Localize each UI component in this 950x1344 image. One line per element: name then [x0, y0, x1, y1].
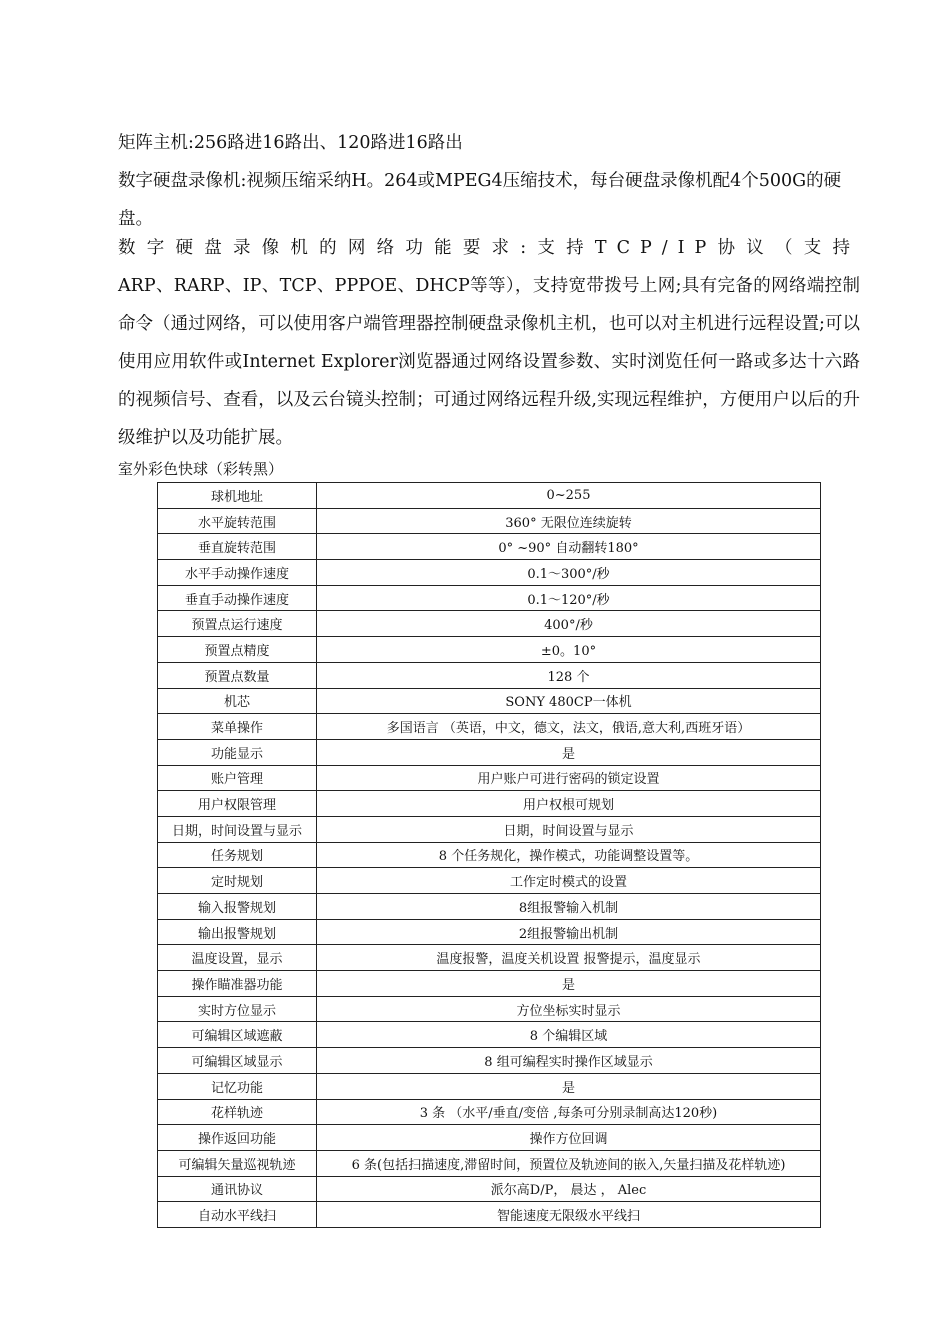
spec-value-cell: 3 条 （水平/垂直/变倍 ,每条可分别录制高达120秒)	[317, 1099, 821, 1125]
spec-value-cell: SONY 480CP一体机	[317, 688, 821, 714]
spec-key-cell: 自动水平线扫	[158, 1202, 317, 1228]
spec-value-cell: 是	[317, 1073, 821, 1099]
dvr-network-paragraph-lead: 数字硬盘录像机的网络功能要求:支持TCP/IP协议（支持	[118, 238, 860, 258]
spec-value-cell: 6 条(包括扫描速度,滞留时间，预置位及轨迹间的嵌入,矢量扫描及花样轨迹)	[317, 1150, 821, 1176]
spec-key-cell: 输出报警规划	[158, 919, 317, 945]
spec-key-cell: 菜单操作	[158, 714, 317, 740]
table-row	[158, 765, 821, 791]
table-row	[158, 1048, 821, 1074]
spec-key-cell: 日期，时间设置与显示	[158, 816, 317, 842]
dvr-compression-paragraph: 数字硬盘录像机:视频压缩采纳H。264或MPEG4压缩技术，每台硬盘录像机配4个500G的硬盘。	[118, 171, 842, 229]
table-row	[158, 1125, 821, 1151]
spec-value-cell: 0.1～300°/秒	[317, 560, 821, 586]
table-row	[158, 1099, 821, 1125]
table-row	[158, 1176, 821, 1202]
spec-key-cell: 预置点数量	[158, 662, 317, 688]
spec-key-cell: 功能显示	[158, 739, 317, 765]
spec-value-cell: 0.1～120°/秒	[317, 585, 821, 611]
spec-value-cell: 智能速度无限级水平线扫	[317, 1202, 821, 1228]
spec-value-cell: 用户权根可规划	[317, 791, 821, 817]
table-row	[158, 483, 821, 509]
table-row	[158, 1073, 821, 1099]
table-caption: 室外彩色快球（彩转黑）	[118, 460, 284, 478]
table-row	[158, 611, 821, 637]
spec-value-cell: 用户账户可进行密码的锁定设置	[317, 765, 821, 791]
spec-value-cell: 是	[317, 739, 821, 765]
spec-key-cell: 定时规划	[158, 868, 317, 894]
table-row	[158, 508, 821, 534]
table-row	[158, 842, 821, 868]
table-row	[158, 1022, 821, 1048]
table-row	[158, 868, 821, 894]
spec-key-cell: 球机地址	[158, 483, 317, 509]
table-row	[158, 894, 821, 920]
spec-value-cell: 400°/秒	[317, 611, 821, 637]
spec-key-cell: 预置点运行速度	[158, 611, 317, 637]
table-row	[158, 585, 821, 611]
table-row	[158, 791, 821, 817]
spec-key-cell: 可编辑区域遮蔽	[158, 1022, 317, 1048]
table-row	[158, 560, 821, 586]
spec-key-cell: 水平手动操作速度	[158, 560, 317, 586]
dvr-network-paragraph	[118, 229, 860, 457]
table-row	[158, 714, 821, 740]
table-row	[158, 688, 821, 714]
spec-value-cell: 温度报警，温度关机设置 报警提示，温度显示	[317, 945, 821, 971]
spec-key-cell: 水平旋转范围	[158, 508, 317, 534]
spec-key-cell: 可编辑矢量巡视轨迹	[158, 1150, 317, 1176]
spec-key-cell: 账户管理	[158, 765, 317, 791]
spec-key-cell: 可编辑区域显示	[158, 1048, 317, 1074]
table-row	[158, 637, 821, 663]
spec-value-cell: 8 组可编程实时操作区域显示	[317, 1048, 821, 1074]
matrix-host-paragraph: 矩阵主机:256路进16路出、120路进16路出	[118, 133, 463, 153]
spec-key-cell: 花样轨迹	[158, 1099, 317, 1125]
spec-value-cell: 8组报警输入机制	[317, 894, 821, 920]
table-row	[158, 1150, 821, 1176]
table-row	[158, 996, 821, 1022]
spec-key-cell: 机芯	[158, 688, 317, 714]
spec-key-cell: 垂直旋转范围	[158, 534, 317, 560]
spec-value-cell: 8 个编辑区域	[317, 1022, 821, 1048]
spec-key-cell: 用户权限管理	[158, 791, 317, 817]
table-row	[158, 739, 821, 765]
spec-value-cell: 日期，时间设置与显示	[317, 816, 821, 842]
spec-value-cell: 是	[317, 971, 821, 997]
spec-key-cell: 温度设置，显示	[158, 945, 317, 971]
spec-key-cell: 操作返回功能	[158, 1125, 317, 1151]
spec-value-cell: 360° 无限位连续旋转	[317, 508, 821, 534]
spec-value-cell: 多国语言 （英语，中文，德文，法文，俄语,意大利,西班牙语）	[317, 714, 821, 740]
spec-value-cell: 8 个任务规化，操作模式，功能调整设置等。	[317, 842, 821, 868]
table-row	[158, 971, 821, 997]
spec-value-cell: 操作方位回调	[317, 1125, 821, 1151]
table-row	[158, 919, 821, 945]
spec-value-cell: 工作定时模式的设置	[317, 868, 821, 894]
spec-key-cell: 通讯协议	[158, 1176, 317, 1202]
speed-dome-spec-table	[157, 482, 821, 1228]
spec-key-cell: 实时方位显示	[158, 996, 317, 1022]
spec-value-cell: ±0。10°	[317, 637, 821, 663]
table-row	[158, 662, 821, 688]
spec-value-cell: 0~255	[317, 483, 821, 509]
spec-key-cell: 记忆功能	[158, 1073, 317, 1099]
spec-value-cell: 0° ~90° 自动翻转180°	[317, 534, 821, 560]
table-row	[158, 816, 821, 842]
table-row	[158, 945, 821, 971]
spec-key-cell: 操作瞄准器功能	[158, 971, 317, 997]
spec-key-cell: 任务规划	[158, 842, 317, 868]
spec-table-body	[158, 483, 821, 1228]
spec-value-cell: 2组报警输出机制	[317, 919, 821, 945]
spec-key-cell: 垂直手动操作速度	[158, 585, 317, 611]
table-row	[158, 1202, 821, 1228]
spec-value-cell: 128 个	[317, 662, 821, 688]
table-row	[158, 534, 821, 560]
spec-key-cell: 预置点精度	[158, 637, 317, 663]
spec-value-cell: 方位坐标实时显示	[317, 996, 821, 1022]
spec-value-cell: 派尔高D/P， 晨达 ， Alec	[317, 1176, 821, 1202]
dvr-network-paragraph-rest: ARP、RARP、IP、TCP、PPPOE、DHCP等等），支持宽带拨号上网;具有完备的网络端控制命令（通过网络，可以使用客户端管理器控制硬盘录像机主机，也可以对主机进行远程设置;可以使用应用软件或Internet Explorer浏览器通过网络设置参数、实时浏览任何一路或多达十六路的视频信号、查看，以及云台镜头控制；可通过网络远程升级,实现远程维护，方便用户以后的升级维护以及功能扩展。	[118, 276, 860, 448]
spec-key-cell: 输入报警规划	[158, 894, 317, 920]
